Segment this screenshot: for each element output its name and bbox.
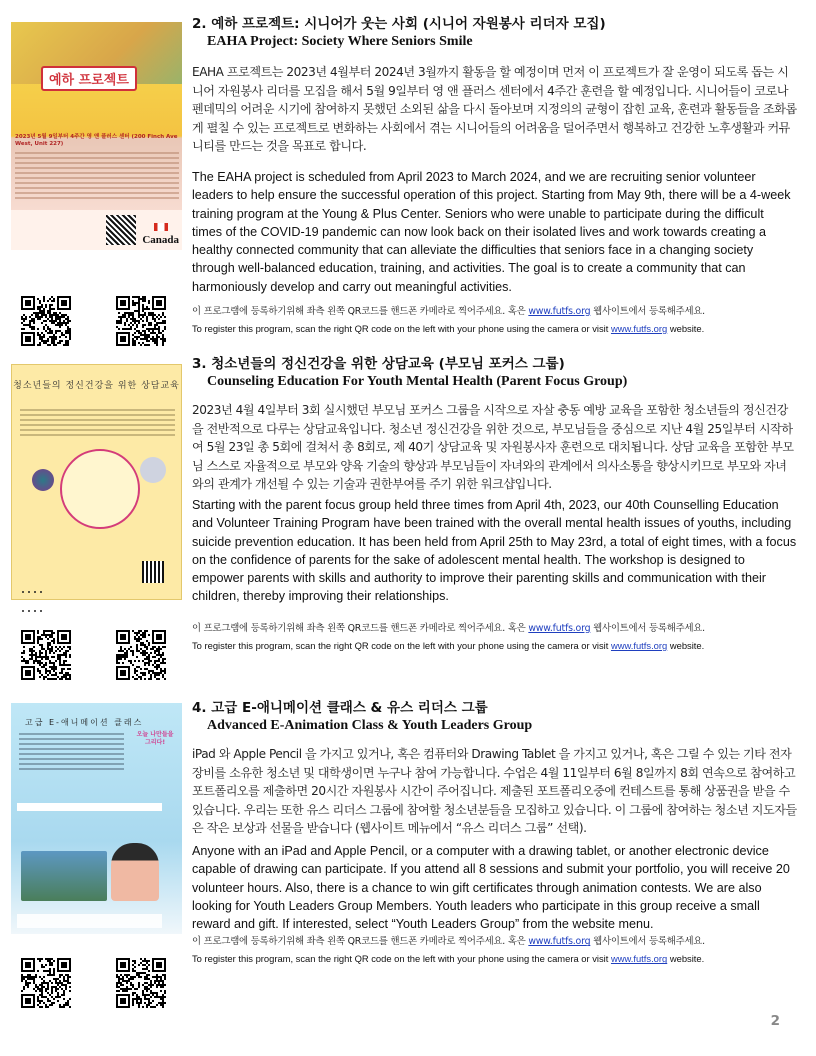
section-counseling [192, 356, 797, 652]
section-title-en: Advanced E-Animation Class & Youth Leaders Group [207, 718, 533, 733]
section-title-ko: 4. 고급 E-애니메이션 클래스 & 유스 리더스 그룹 [192, 700, 488, 716]
poster-text-lines [19, 733, 124, 773]
poster-circle-graphic [60, 449, 140, 529]
eaha-poster-date: 2023년 5월 9일부터 4주간 영 앤 플러스 센터 (200 Finch Ave West, Unit 227) [15, 134, 178, 147]
register-note-ko: 이 프로그램에 등록하기위해 좌측 왼쪽 QR코드를 핸드폰 카메라로 찍어주세요. 혹은 www.futfs.org 웹사이트에서 등록해주세요. [192, 936, 705, 948]
poster-text-lines [20, 409, 175, 439]
hand-illustration-icon [32, 469, 54, 491]
section-eaha-project [192, 16, 797, 335]
page-number: 2 [770, 1013, 780, 1029]
qr-code-right[interactable] [116, 296, 166, 346]
register-note-en: To register this program, scan the right QR code on the left with your phone using the camera or visit www.futfs.org website. [192, 953, 705, 965]
qr-code-icon [116, 630, 166, 680]
register-note-ko: 이 프로그램에 등록하기위해 좌측 왼쪽 QR코드를 핸드폰 카메라로 찍어주세요. 혹은 www.futfs.org 웹사이트에서 등록해주세요. [192, 622, 705, 634]
poster-band [17, 803, 162, 811]
poster-footer [11, 210, 182, 250]
register-note-en: To register this program, scan the right QR code on the left with your phone using the camera or visit www.futfs.org website. [192, 323, 705, 335]
qr-code-icon [116, 296, 166, 346]
website-link[interactable]: www.futfs.org [528, 622, 591, 634]
section-body-ko: EAHA 프로젝트는 2023년 4월부터 2024년 3월까지 활동을 할 예정이며 먼저 이 프로젝트가 잘 운영이 되도록 돕는 시니어 자원봉사 리더를 모집을 해서 5월 9일부터 영 앤 플러스 센터에서 4주간 훈련을 할 예정입니다. 시니어들이 코로나 펜데믹의 어려운 시기에 참여하지 못했던 소외된 삶을 다시 돌아보며 지정의의 균형이 잡힌 교육, 훈련과 활동들을 조화롭게 펼칠 수 있는 프로젝트로 변화하는 사회에서 겪는 시니어들의 어려움을 덜어주면서 행복하고 건강한 노후생활과 커뮤니티를 만드는 것을 목표로 합니다. [192, 65, 797, 154]
website-link[interactable]: www.futfs.org [610, 323, 668, 335]
decorative-dots [22, 582, 52, 620]
hand-illustration-icon [140, 457, 166, 483]
section-body-en: Starting with the parent focus group held three times from April 4th, 2023, our 40th Counselling Education and Volunteer Training Program have been trained with the overall mental health issues of youths, including suicide prevention education. It has been held from April 25th to May 23rd, a total of eight times, with a focus on the confidence of parents for the sake of adolescent mental health. The workshop is designed to empower parents with skills and authority to improve their parenting skills and communication with their children, thereby improving their relationships. [192, 497, 797, 604]
qr-code-icon [21, 296, 71, 346]
qr-code-right[interactable] [116, 958, 166, 1008]
animation-scene-image [21, 851, 107, 901]
section-title-ko: 3. 청소년들의 정신건강을 위한 상담교육 (부모님 포커스 그룹) [192, 356, 565, 372]
section-body-en: The EAHA project is scheduled from April 2023 to March 2024, and we are recruiting senior volunteer leaders to help ensure the successful operation of this project. Starting from May 9th, there will be a 4-week training program at the Young & Plus Center. Seniors who were unable to participate during the difficult times of the COVID-19 pandemic can now look back on their isolated lives and work towards creating a healthy connected community that can alleviate the difficulties that seniors face in a changing society through well-balanced education, training, and activities. The goal is to create a community that can harmoniously develop and carry out meaningful activities. [192, 169, 791, 294]
section-body-ko: 2023년 4월 4일부터 3회 실시했던 부모님 포커스 그룹을 시작으로 자살 충동 예방 교육을 포함한 청소년들의 정신건강을 전반적으로 다루는 상담교육입니다. 청소년 정신건강을 위한 것으로, 부모님들을 중심으로 지난 4월 25일부터 시작하여 5월 23일 총 5회에 걸쳐서 총 8회로, 제 40기 상담교육 및 자원봉사자 훈련으로 대치됩니다. 상담 교육을 포함한 부모님 스스로 자율적으로 부모와 양육 기술의 향상과 부모님들이 자녀와의 관계에서 의사소통을 향상시키므로 부모와 자녀와의 관계가 개선될 수 있는 기술과 권한부여를 주기 위한 워크샵입니다. [192, 403, 794, 492]
poster-qr-icon [142, 561, 164, 583]
poster-text-lines [15, 152, 179, 202]
section-body-en: Anyone with an iPad and Apple Pencil, or a computer with a drawing tablet, or another electronic device capable of drawing can participate. If you attend all 8 sessions and submit your portfolio, you will receive 20 volunteer hours. Also, there is a chance to win gift certificates through animation contests. We are also looking for Youth Leaders Group Members. Youth leaders who participate in this group receive a small reward and gift. If interested, select “Youth Leaders Group” from the website menu. [192, 843, 790, 932]
register-note-ko: 이 프로그램에 등록하기위해 좌측 왼쪽 QR코드를 핸드폰 카메라로 찍어주세요. 혹은 www.futfs.org 웹사이트에서 등록해주세요. [192, 306, 705, 318]
eaha-poster-brand: 예하 프로젝트 [41, 66, 137, 91]
animation-poster-heading: 고급 E-애니메이션 클래스 [25, 718, 144, 727]
section-animation-class [192, 700, 797, 965]
eaha-poster-image [11, 22, 182, 250]
section-title-en: Counseling Education For Youth Mental Health (Parent Focus Group) [207, 374, 628, 389]
qr-code-left[interactable] [21, 296, 71, 346]
counseling-poster-image [11, 364, 182, 600]
canada-flag-icon [154, 223, 168, 231]
canada-wordmark: Canada [142, 234, 179, 246]
character-illustration-image [111, 843, 159, 901]
animation-poster-image [11, 703, 182, 934]
qr-code-icon [21, 958, 71, 1008]
counseling-poster-heading: 청소년들의 정신건강을 위한 상담교육 [13, 381, 180, 391]
qr-code-left[interactable] [21, 630, 71, 680]
section-body-ko: iPad 와 Apple Pencil 을 가지고 있거나, 혹은 컴퓨터와 Drawing Tablet 을 가지고 있거나, 혹은 그릴 수 있는 기타 전자 장비를 소유한 청소년 및 대학생이면 누구나 참여 가능합니다. 수업은 4월 11일부터 6월 8일까지 8회 연속으로 참여하고 포트폴리오를 제출하면 20시간 자원봉사 시간이 주어집니다. 제출된 포트폴리오중에 컨테스트를 통해 상품권을 받을 수 있습니다. 우리는 또한 유스 리더스 그룹에 참여할 청소년분들을 모집하고 있습니다. 이 그룹에 참여하는 청소년 지도자들은 작은 보상과 선물을 받습니다 (웹사이트 메뉴에서 “유스 리더스 그룹” 선택). [192, 747, 797, 836]
animation-poster-side-label: 오늘 나만들을 그리다! [136, 731, 174, 746]
website-link[interactable]: www.futfs.org [610, 953, 668, 965]
section-title-ko: 2. 예하 프로젝트: 시니어가 웃는 사회 (시니어 자원봉사 리더자 모집) [192, 16, 606, 32]
qr-code-icon [21, 630, 71, 680]
sponsor-logos [17, 914, 162, 928]
website-link[interactable]: www.futfs.org [528, 306, 591, 318]
qr-code-icon [116, 958, 166, 1008]
register-note-en: To register this program, scan the right QR code on the left with your phone using the camera or visit www.futfs.org website. [192, 639, 705, 651]
poster-qr-icon [106, 215, 136, 245]
qr-code-right[interactable] [116, 630, 166, 680]
website-link[interactable]: www.futfs.org [610, 639, 668, 651]
section-title-en: EAHA Project: Society Where Seniors Smile [207, 34, 473, 49]
qr-code-left[interactable] [21, 958, 71, 1008]
website-link[interactable]: www.futfs.org [528, 936, 591, 948]
